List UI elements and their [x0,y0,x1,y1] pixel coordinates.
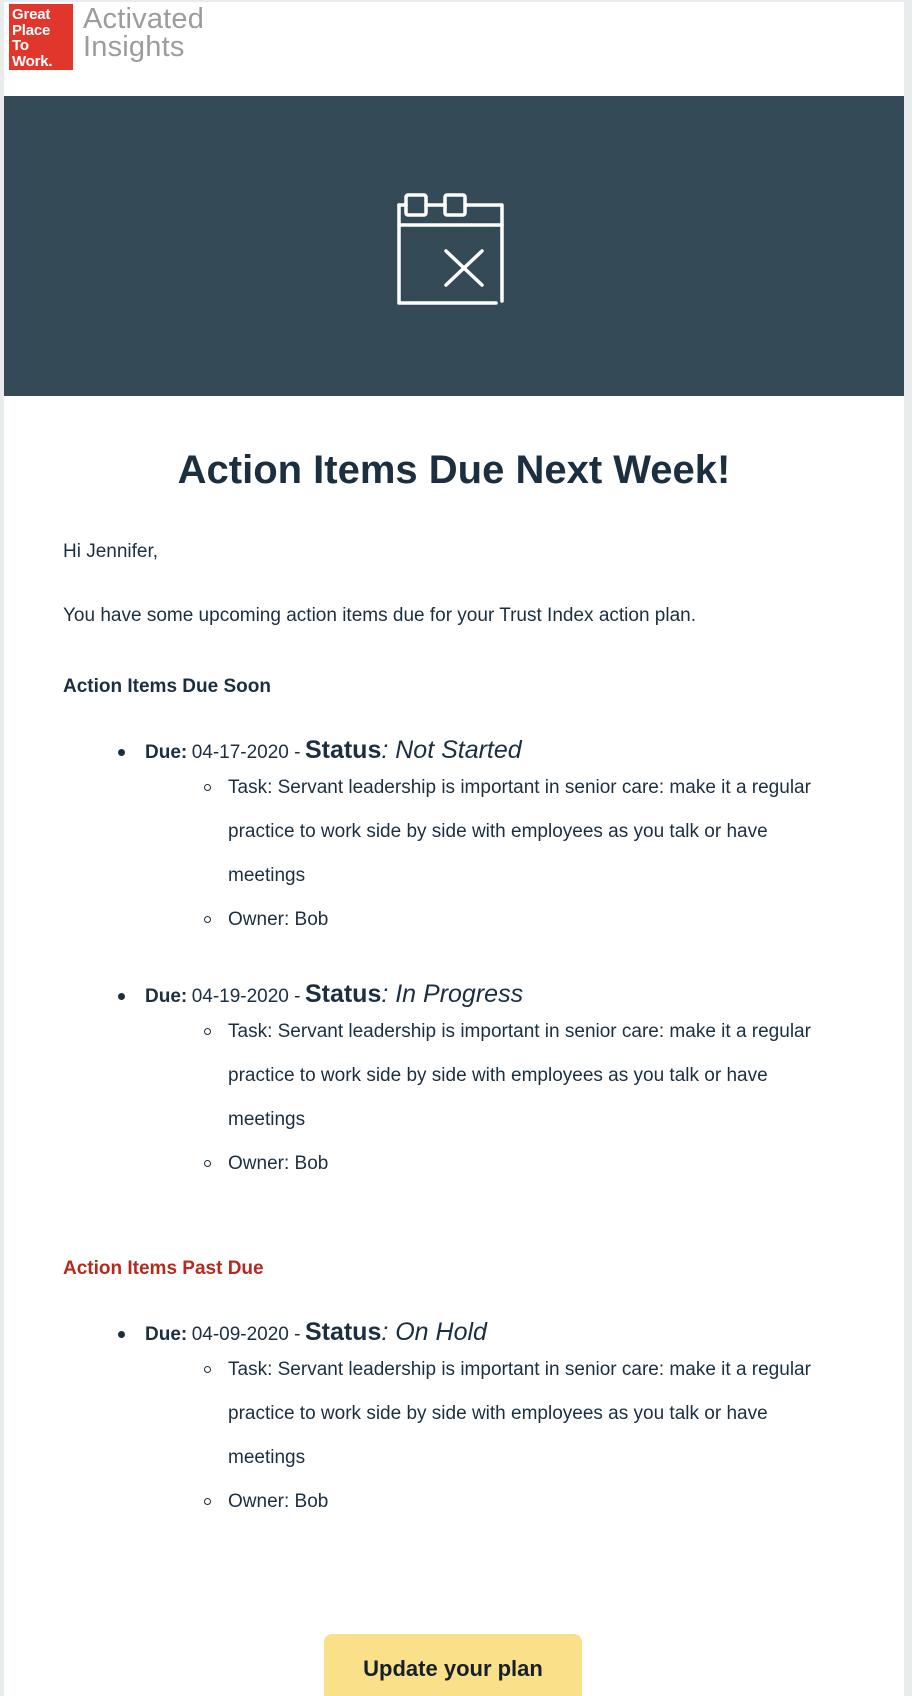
owner-value: Owner: Bob [228,1491,329,1512]
great-place-to-work-logo [9,4,73,70]
due-date: 04-19-2020 - [191,986,301,1007]
wordmark-line: Activated [83,3,205,35]
email-header [4,2,904,96]
owner-text [228,898,838,942]
hero-banner [4,96,904,396]
sub-bullet [204,916,211,923]
logo-line: Place [12,21,51,39]
logo-line: Work. [12,52,53,70]
owner-value: Owner: Bob [228,1153,329,1174]
sub-bullet [204,1160,211,1167]
sub-bullet [204,1498,211,1505]
due-label: Due: [145,1324,188,1345]
status-value: : In Progress [381,980,524,1008]
task-description [228,1348,838,1480]
sub-bullet [204,1028,211,1035]
owner-value: Owner: Bob [228,909,329,930]
sub-bullet [204,784,211,791]
status-value: : On Hold [381,1318,487,1346]
due-label: Due: [145,986,188,1007]
task-description [228,766,838,898]
activated-insights-wordmark [83,5,204,61]
status-label: Status [304,736,382,764]
task-text: Task: Servant leadership is important in senior care: make it a regular practice to work side by side with employees as you talk or have meetings [228,777,811,886]
due-status-line [145,980,523,1009]
status-label: Status [304,1318,382,1346]
task-description [228,1010,838,1142]
logo-line: Great [12,6,51,23]
due-status-line [145,1318,487,1347]
bullet [118,1331,125,1338]
due-label: Due: [145,742,188,763]
due-date: 04-17-2020 - [191,742,301,763]
task-text: Task: Servant leadership is important in senior care: make it a regular practice to work side by side with employees as you talk or have meetings [228,1359,811,1468]
email-body [4,2,904,1696]
section-title-past-due: Action Items Past Due [63,1258,264,1279]
greeting: Hi Jennifer, [63,541,159,562]
due-status-line [145,736,522,765]
email-headline: Action Items Due Next Week! [177,448,731,492]
update-plan-button[interactable]: Update your plan [324,1634,582,1696]
owner-text [228,1480,838,1524]
status-value: : Not Started [381,736,522,764]
section-title-due-soon: Action Items Due Soon [63,676,271,697]
sub-bullet [204,1366,211,1373]
intro-text: You have some upcoming action items due for your Trust Index action plan. [63,605,696,626]
bullet [118,749,125,756]
calendar-x-icon [384,181,524,311]
logo-line: To [12,37,29,54]
due-date: 04-09-2020 - [191,1324,301,1345]
bullet [118,993,125,1000]
status-label: Status [304,980,382,1008]
owner-text [228,1142,838,1186]
wordmark-line: Insights [83,31,185,63]
task-text: Task: Servant leadership is important in senior care: make it a regular practice to work side by side with employees as you talk or have meetings [228,1021,811,1130]
